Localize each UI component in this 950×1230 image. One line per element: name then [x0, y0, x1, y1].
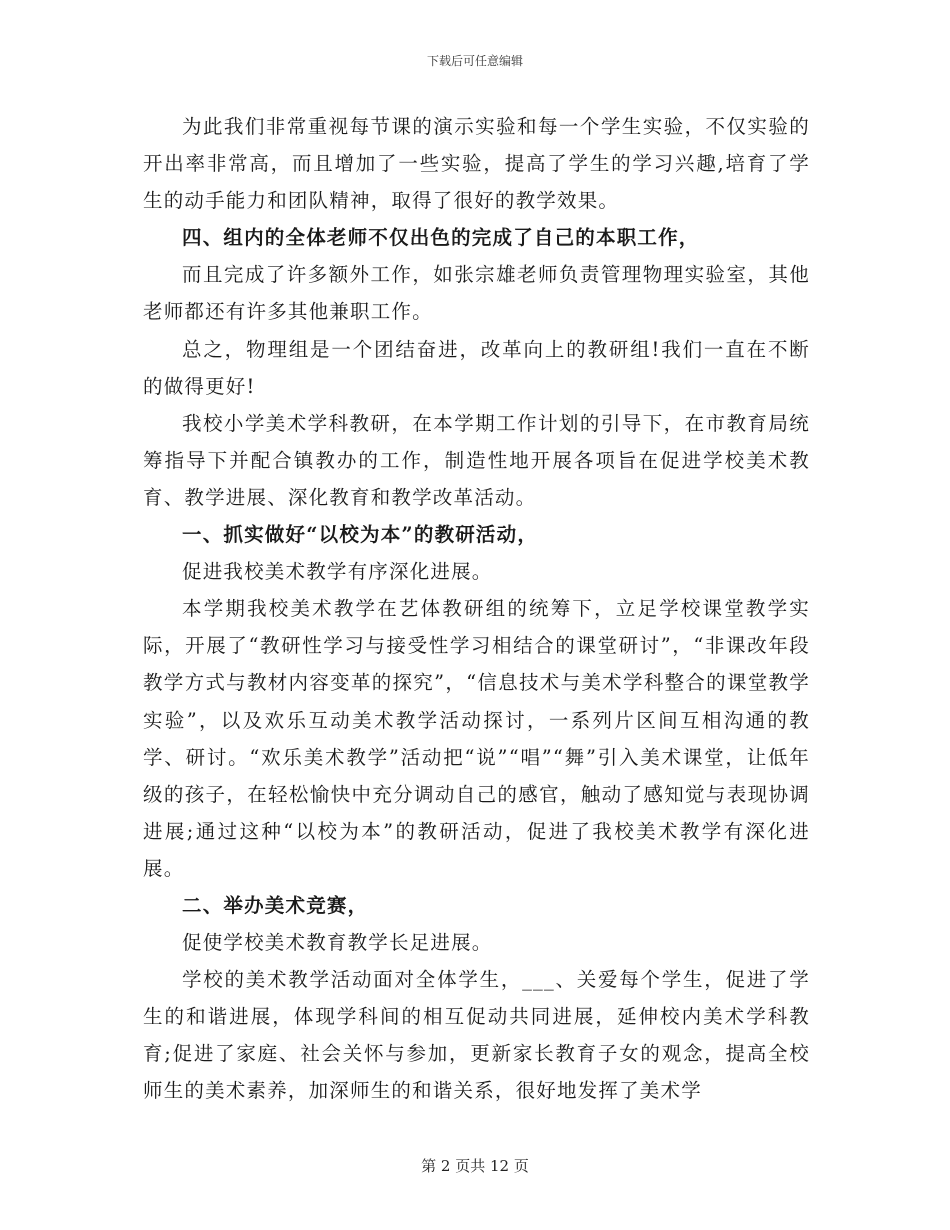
header-text: 下载后可任意编辑 [426, 54, 523, 68]
paragraph: 促进我校美术教学有序深化进展。 [182, 560, 493, 584]
paragraph: 促使学校美术教育教学长足进展。 [182, 931, 493, 955]
paragraph: 而且完成了许多额外工作，如张宗雄老师负责管理物理实验室，其他老师都还有许多其他兼职工作。 [143, 263, 810, 324]
section-heading: 一、抓实做好“以校为本”的教研活动， [182, 523, 539, 547]
section-heading: 四、组内的全体老师不仅出色的完成了自己的本职工作， [182, 226, 700, 250]
document-body [143, 108, 810, 1110]
page-header [0, 53, 950, 69]
paragraph: 本学期我校美术教学在艺体教研组的统筹下，立足学校课堂教学实际，开展了“教研性学习与接受性学习相结合的课堂研讨”，“非课改年段教学方式与教材内容变革的探究”，“信息技术与美术学科整合的课堂教学实验”，以及欢乐互动美术教学活动探讨，一系列片区间互相沟通的教学、研讨。“欢乐美术教学”活动把“说”“唱”“舞”引入美术课堂，让低年级的孩子，在轻松愉快中充分调动自己的感官，触动了感知觉与表现协调进展;通过这种“以校为本”的教研活动，促进了我校美术教学有深化进展。 [143, 597, 810, 880]
paragraph: 我校小学美术学科教研，在本学期工作计划的引导下，在市教育局统筹指导下并配合镇教办的工作，制造性地开展各项旨在促进学校美术教育、教学进展、深化教育和教学改革活动。 [143, 411, 810, 509]
section-heading: 二、举办美术竞赛， [182, 893, 369, 917]
paragraph: 为此我们非常重视每节课的演示实验和每一个学生实验，不仅实验的开出率非常高，而且增加了一些实验，提高了学生的学习兴趣,培育了学生的动手能力和团队精神，取得了很好的教学效果。 [143, 115, 810, 213]
paragraph: 总之，物理组是一个团结奋进，改革向上的教研组!我们一直在不断的做得更好! [143, 337, 810, 398]
page-number: 第 2 页共 12 页 [421, 1157, 529, 1175]
paragraph: 学校的美术教学活动面对全体学生，___、关爱每个学生，促进了学生的和谐进展，体现学科间的相互促动共同进展，延伸校内美术学科教育;促进了家庭、社会关怀与参加，更新家长教育子女的观念，提高全校师生的美术素养，加深师生的和谐关系，很好地发挥了美术学 [143, 968, 810, 1103]
page-footer [0, 1156, 950, 1176]
